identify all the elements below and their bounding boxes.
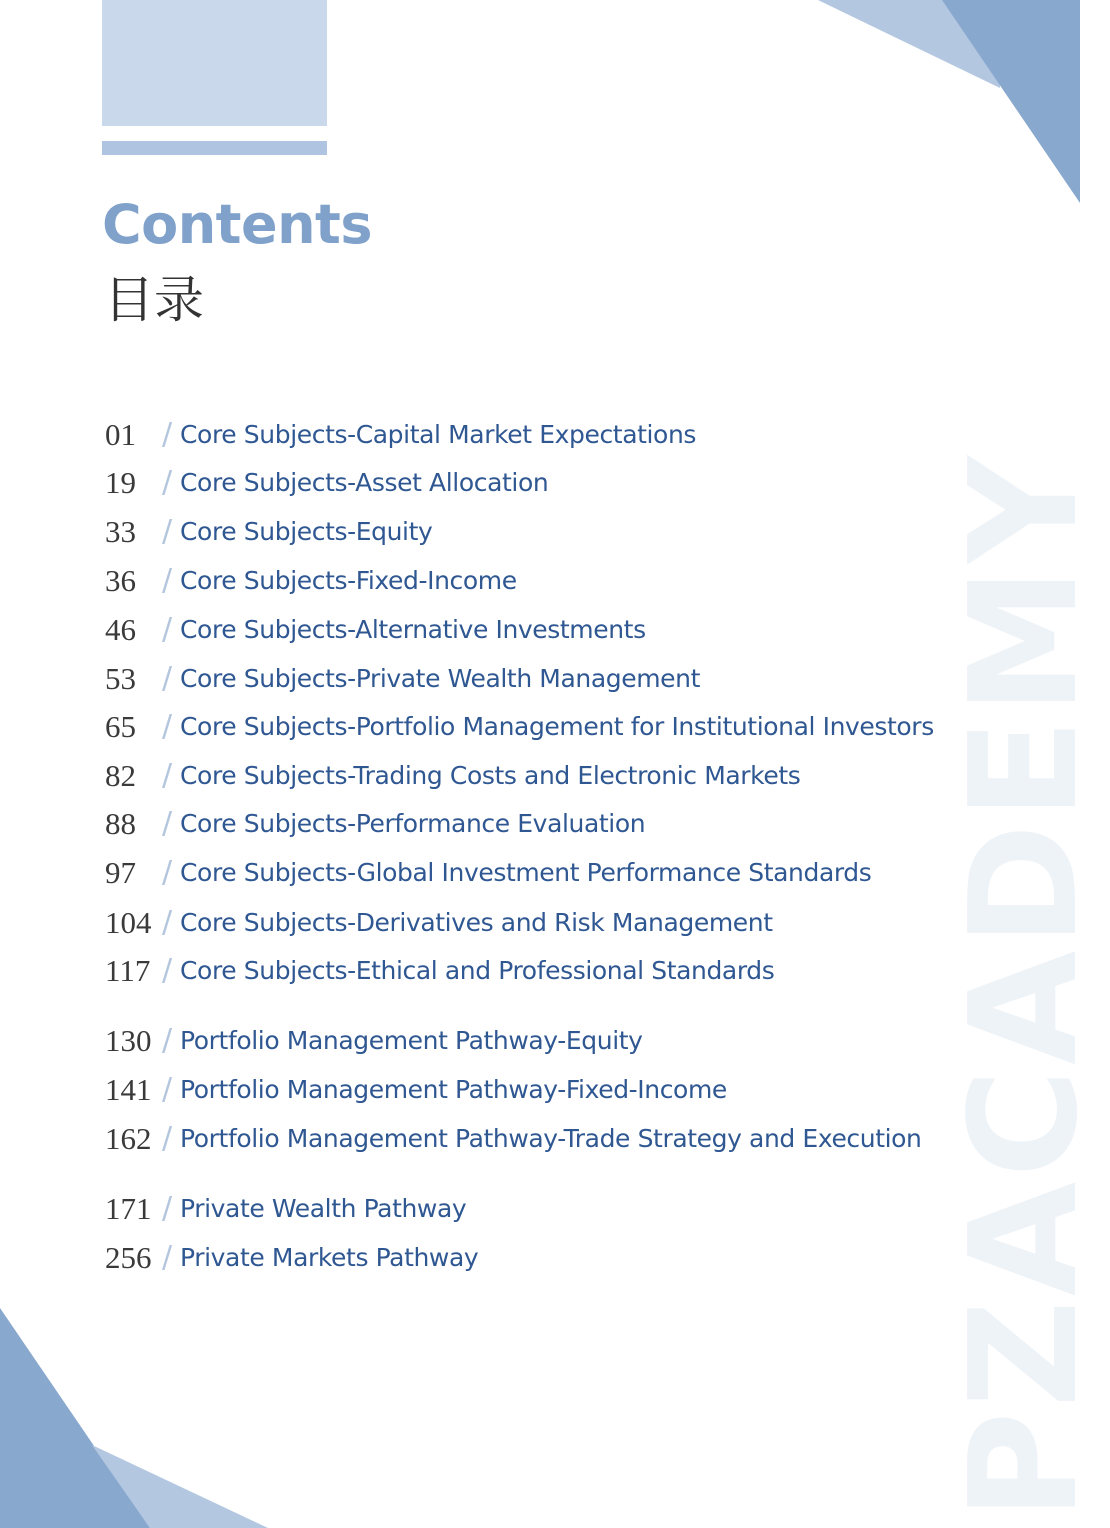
toc-title: Core Subjects-Asset Allocation <box>180 468 549 497</box>
toc-title: Core Subjects-Private Wealth Management <box>180 664 700 693</box>
slash-separator-icon: / <box>162 563 173 598</box>
toc-page-number: 104 <box>105 905 152 940</box>
header-decor-block <box>102 0 327 126</box>
toc-page-number: 162 <box>105 1121 152 1156</box>
slash-separator-icon: / <box>162 661 173 696</box>
toc-page-number: 82 <box>105 758 136 793</box>
slash-separator-icon: / <box>162 758 173 793</box>
toc-title: Core Subjects-Equity <box>180 517 433 546</box>
slash-separator-icon: / <box>162 855 173 890</box>
slash-separator-icon: / <box>162 514 173 549</box>
slash-separator-icon: / <box>162 953 173 988</box>
slash-separator-icon: / <box>162 1191 173 1226</box>
toc-title: Core Subjects-Derivatives and Risk Management <box>180 908 773 937</box>
toc-title: Core Subjects-Trading Costs and Electronic Markets <box>180 761 801 790</box>
header-decor-bar <box>102 141 327 155</box>
toc-title: Core Subjects-Fixed-Income <box>180 566 517 595</box>
toc-title: Portfolio Management Pathway-Fixed-Income <box>180 1075 727 1104</box>
toc-title: Core Subjects-Ethical and Professional Standards <box>180 956 775 985</box>
toc-page-number: 46 <box>105 612 136 647</box>
toc-page-number: 01 <box>105 417 136 452</box>
contents-title-chinese: 目录 <box>104 271 204 329</box>
toc-page-number: 36 <box>105 563 136 598</box>
toc-title: Private Wealth Pathway <box>180 1194 467 1223</box>
brand-watermark: PZACADEMY <box>938 452 1110 1520</box>
toc-page-number: 65 <box>105 709 136 744</box>
contents-title: Contents <box>102 193 373 256</box>
toc-page-number: 53 <box>105 661 136 696</box>
toc-title: Private Markets Pathway <box>180 1243 479 1272</box>
toc-page-number: 130 <box>105 1023 152 1058</box>
toc-title: Core Subjects-Performance Evaluation <box>180 809 646 838</box>
slash-separator-icon: / <box>162 465 173 500</box>
slash-separator-icon: / <box>162 1240 173 1275</box>
toc-title: Core Subjects-Portfolio Management for Institutional Investors <box>180 712 934 741</box>
toc-title: Portfolio Management Pathway-Trade Strategy and Execution <box>180 1124 922 1153</box>
top-right-dark-triangle <box>942 0 1080 203</box>
toc-title: Portfolio Management Pathway-Equity <box>180 1026 643 1055</box>
slash-separator-icon: / <box>162 709 173 744</box>
toc-page-number: 256 <box>105 1240 152 1275</box>
toc-page-number: 117 <box>105 953 151 988</box>
toc-page-number: 141 <box>105 1072 152 1107</box>
toc-page-number: 88 <box>105 806 136 841</box>
slash-separator-icon: / <box>162 806 173 841</box>
toc-page-number: 97 <box>105 855 136 890</box>
slash-separator-icon: / <box>162 1121 173 1156</box>
slash-separator-icon: / <box>162 417 173 452</box>
toc-page-number: 33 <box>105 514 136 549</box>
toc-page-number: 19 <box>105 465 136 500</box>
slash-separator-icon: / <box>162 1072 173 1107</box>
slash-separator-icon: / <box>162 905 173 940</box>
toc-title: Core Subjects-Alternative Investments <box>180 615 646 644</box>
toc-title: Core Subjects-Capital Market Expectations <box>180 420 697 449</box>
slash-separator-icon: / <box>162 1023 173 1058</box>
toc-page-number: 171 <box>105 1191 152 1226</box>
slash-separator-icon: / <box>162 612 173 647</box>
toc-title: Core Subjects-Global Investment Performance Standards <box>180 858 872 887</box>
